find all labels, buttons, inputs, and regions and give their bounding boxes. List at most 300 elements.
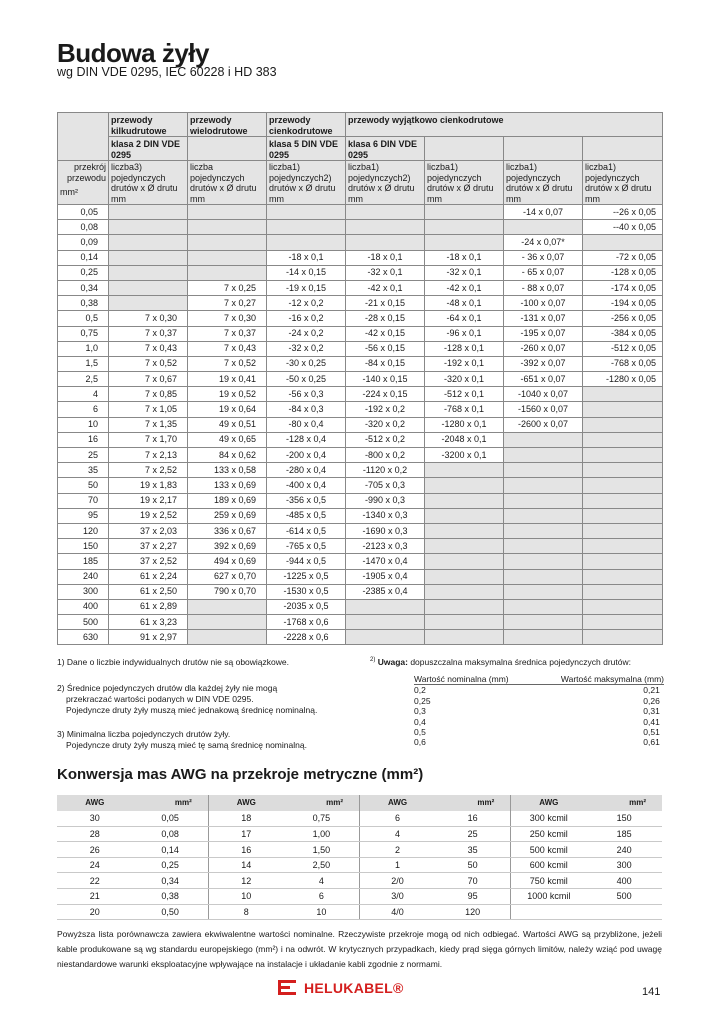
table-row xyxy=(58,372,663,387)
cross-section-cell: 6 xyxy=(58,402,109,417)
wire-cell xyxy=(109,205,188,220)
awg-cell: 26 xyxy=(57,842,133,858)
wire-cell: -2048 x 0,1 xyxy=(425,432,504,447)
cross-section-cell: 150 xyxy=(58,539,109,554)
wire-cell: -280 x 0,4 xyxy=(267,463,346,478)
awg-cell: 1000 kcmil xyxy=(511,889,587,905)
wire-cell xyxy=(346,599,425,614)
page-title: Budowa żyły xyxy=(57,38,209,68)
table-row xyxy=(58,478,663,493)
wire-cell: 7 x 2,52 xyxy=(109,463,188,478)
footnote-2-line-2: przekraczać wartości podanych w DIN VDE 0295. xyxy=(66,694,254,704)
wire-cell: -72 x 0,05 xyxy=(583,250,663,265)
wire-cell xyxy=(583,539,663,554)
wire-cell: 336 x 0,67 xyxy=(188,523,267,538)
corner-unit: mm² xyxy=(60,187,78,197)
wire-cell xyxy=(504,599,583,614)
table-row xyxy=(58,523,663,538)
awg-cell: 21 xyxy=(57,889,133,905)
wire-cell: -84 x 0,3 xyxy=(267,402,346,417)
wire-cell: -320 x 0,2 xyxy=(346,417,425,432)
wire-cell: -192 x 0,2 xyxy=(346,402,425,417)
wire-cell xyxy=(109,296,188,311)
wire-cell: -400 x 0,4 xyxy=(267,478,346,493)
awg-cell: 50 xyxy=(435,857,511,873)
wire-cell: -28 x 0,15 xyxy=(346,311,425,326)
awg-cell: 8 xyxy=(208,904,284,920)
wire-cell xyxy=(425,539,504,554)
wire-cell: 259 x 0,69 xyxy=(188,508,267,523)
cross-section-cell: 400 xyxy=(58,599,109,614)
awg-cell: 1,00 xyxy=(284,826,360,842)
awg-row xyxy=(57,811,662,827)
wire-cell: -260 x 0,07 xyxy=(504,341,583,356)
awg-cell: 95 xyxy=(435,889,511,905)
wire-cell: 61 x 2,24 xyxy=(109,569,188,584)
wire-cell xyxy=(583,432,663,447)
awg-row xyxy=(57,889,662,905)
conductor-structure-table xyxy=(57,112,663,645)
wire-cell: - 36 x 0,07 xyxy=(504,250,583,265)
wire-cell: -195 x 0,07 xyxy=(504,326,583,341)
table-row xyxy=(58,554,663,569)
wire-cell: -80 x 0,4 xyxy=(267,417,346,432)
awg-cell: 18 xyxy=(208,811,284,827)
wire-cell: 37 x 2,27 xyxy=(109,539,188,554)
wire-cell: -2385 x 0,4 xyxy=(346,584,425,599)
wire-cell: -224 x 0,15 xyxy=(346,387,425,402)
wire-cell: -485 x 0,5 xyxy=(267,508,346,523)
awg-row xyxy=(57,904,662,920)
wire-cell xyxy=(425,220,504,235)
wire-cell xyxy=(109,265,188,280)
wire-cell: 61 x 2,89 xyxy=(109,599,188,614)
awg-cell: 120 xyxy=(435,904,511,920)
awg-cell: 0,25 xyxy=(133,857,209,873)
wire-cell: 19 x 0,52 xyxy=(188,387,267,402)
wire-cell: 91 x 2,97 xyxy=(109,630,188,645)
table-row xyxy=(58,326,663,341)
wire-cell xyxy=(504,569,583,584)
wire-cell: 37 x 2,52 xyxy=(109,554,188,569)
group-head-3: przewody wyjątkowo cienkodrutowe xyxy=(346,113,663,137)
wire-cell: -944 x 0,5 xyxy=(267,554,346,569)
wire-cell: 7 x 0,25 xyxy=(188,280,267,295)
awg-cell: 400 xyxy=(586,873,662,889)
awg-cell: 16 xyxy=(435,811,511,827)
wire-cell: -24 x 0,2 xyxy=(267,326,346,341)
footnote-1: 1) Dane o liczbie indywidualnych drutów nie są obowiązkowe. xyxy=(57,657,289,667)
wire-cell: 7 x 1,35 xyxy=(109,417,188,432)
wire-cell: 19 x 2,52 xyxy=(109,508,188,523)
table-row xyxy=(58,584,663,599)
awg-header: mm² xyxy=(586,795,662,811)
wire-cell: -1040 x 0,07 xyxy=(504,387,583,402)
wire-cell xyxy=(425,630,504,645)
cross-section-cell: 300 xyxy=(58,584,109,599)
cross-section-cell: 240 xyxy=(58,569,109,584)
class-head-0: klasa 2 DIN VDE 0295 xyxy=(109,137,188,161)
helukabel-mark-icon xyxy=(278,979,296,997)
table-row xyxy=(58,493,663,508)
table-row xyxy=(58,630,663,645)
class-head-empty-2 xyxy=(583,137,663,161)
awg-cell: 28 xyxy=(57,826,133,842)
wire-cell xyxy=(425,569,504,584)
wire-cell: 19 x 0,64 xyxy=(188,402,267,417)
wire-cell: -174 x 0,05 xyxy=(583,280,663,295)
wire-cell: -16 x 0,2 xyxy=(267,311,346,326)
footnote-3-line-2: Pojedyncze druty żyły muszą mieć tę samą średnicę nominalną. xyxy=(66,740,307,750)
awg-cell: 12 xyxy=(208,873,284,889)
wire-cell: 19 x 0,41 xyxy=(188,372,267,387)
awg-header: AWG xyxy=(511,795,587,811)
wire-cell xyxy=(425,463,504,478)
col-head-0: liczba3) pojedynczych drutów x Ø drutu mm xyxy=(109,161,188,205)
awg-row xyxy=(57,873,662,889)
table-row xyxy=(58,569,663,584)
wire-cell xyxy=(504,615,583,630)
wire-cell xyxy=(346,615,425,630)
wire-cell: -1470 x 0,4 xyxy=(346,554,425,569)
wire-cell xyxy=(109,220,188,235)
wire-cell: -42 x 0,15 xyxy=(346,326,425,341)
wire-cell: 7 x 0,37 xyxy=(109,326,188,341)
footnote-2-line-3: Pojedyncze druty żyły muszą mieć jednakową średnicę nominalną. xyxy=(66,705,318,715)
wire-cell xyxy=(425,554,504,569)
awg-cell: 0,14 xyxy=(133,842,209,858)
cross-section-cell: 0,14 xyxy=(58,250,109,265)
col-head-2: liczba1) pojedynczych2) drutów x Ø drutu mm xyxy=(267,161,346,205)
class-head-1 xyxy=(188,137,267,161)
awg-row xyxy=(57,842,662,858)
max-wire-diameter-table xyxy=(414,674,664,748)
wire-cell xyxy=(109,280,188,295)
wire-cell: 7 x 0,43 xyxy=(109,341,188,356)
wire-cell xyxy=(504,463,583,478)
wire-row xyxy=(414,717,664,727)
wire-cell xyxy=(504,478,583,493)
wire-cell: 627 x 0,70 xyxy=(188,569,267,584)
wire-cell: -128 x 0,4 xyxy=(267,432,346,447)
cross-section-cell: 185 xyxy=(58,554,109,569)
wire-cell: -320 x 0,1 xyxy=(425,372,504,387)
wire-cell xyxy=(583,478,663,493)
wire-cell xyxy=(425,493,504,508)
wire-cell: 84 x 0,62 xyxy=(188,448,267,463)
wire-cell: 133 x 0,69 xyxy=(188,478,267,493)
awg-header: mm² xyxy=(284,795,360,811)
awg-cell: 20 xyxy=(57,904,133,920)
uwaga-number: 2) xyxy=(370,657,376,663)
cross-section-cell: 1,5 xyxy=(58,356,109,371)
cross-section-cell: 0,25 xyxy=(58,265,109,280)
wire-cell: -30 x 0,25 xyxy=(267,356,346,371)
cross-section-cell: 0,09 xyxy=(58,235,109,250)
awg-cell: 0,34 xyxy=(133,873,209,889)
awg-cell: 3/0 xyxy=(360,889,436,905)
wire-cell xyxy=(267,235,346,250)
wire-cell xyxy=(346,205,425,220)
brand-name: HELUKABEL® xyxy=(304,980,404,996)
cross-section-cell: 0,5 xyxy=(58,311,109,326)
col-head-6: liczba1) pojedynczych drutów x Ø drutu mm xyxy=(583,161,663,205)
wire-cell xyxy=(425,523,504,538)
awg-section-title: Konwersja mas AWG na przekroje metryczne (mm²) xyxy=(57,766,424,783)
wire-cell xyxy=(583,508,663,523)
wire-cell: -32 x 0,2 xyxy=(267,341,346,356)
table-row xyxy=(58,235,663,250)
wire-cell: 37 x 2,03 xyxy=(109,523,188,538)
wire-cell: -131 x 0,07 xyxy=(504,311,583,326)
wire-cell: 7 x 0,85 xyxy=(109,387,188,402)
wire-cell: -56 x 0,3 xyxy=(267,387,346,402)
table-row xyxy=(58,341,663,356)
wire-cell xyxy=(583,402,663,417)
wire-cell: -21 x 0,15 xyxy=(346,296,425,311)
wire-cell: -1280 x 0,05 xyxy=(583,372,663,387)
awg-cell: 300 xyxy=(586,857,662,873)
wire-cell: -1560 x 0,07 xyxy=(504,402,583,417)
wire-cell: 7 x 0,30 xyxy=(188,311,267,326)
wire-cell: -14 x 0,15 xyxy=(267,265,346,280)
awg-header: AWG xyxy=(57,795,133,811)
wire-cell xyxy=(188,615,267,630)
wire-cell: -42 x 0,1 xyxy=(346,280,425,295)
wire-value: 0,3 xyxy=(414,706,426,717)
wire-cell xyxy=(583,448,663,463)
group-head-2: przewody cienkodrutowe xyxy=(267,113,346,137)
awg-cell: 250 kcmil xyxy=(511,826,587,842)
wire-cell xyxy=(583,417,663,432)
wire-row xyxy=(414,696,664,706)
wire-cell: 61 x 2,50 xyxy=(109,584,188,599)
wire-cell: 7 x 0,37 xyxy=(188,326,267,341)
corner-cell xyxy=(58,113,109,161)
wire-cell: -32 x 0,1 xyxy=(425,265,504,280)
table-row xyxy=(58,296,663,311)
wire-cell: -1280 x 0,1 xyxy=(425,417,504,432)
wire-cell: -42 x 0,1 xyxy=(425,280,504,295)
cross-section-cell: 16 xyxy=(58,432,109,447)
wire-cell xyxy=(346,220,425,235)
wire-cell: -1225 x 0,5 xyxy=(267,569,346,584)
table-row xyxy=(58,599,663,614)
awg-cell: 0,50 xyxy=(133,904,209,920)
table-row xyxy=(58,220,663,235)
table-row xyxy=(58,463,663,478)
wire-cell: 49 x 0,65 xyxy=(188,432,267,447)
wire-cell: -800 x 0,2 xyxy=(346,448,425,463)
table-row xyxy=(58,402,663,417)
wire-cell: 19 x 2,17 xyxy=(109,493,188,508)
corner-label xyxy=(58,161,109,205)
wire-value: 0,61 xyxy=(643,737,660,748)
wire-cell: -2035 x 0,5 xyxy=(267,599,346,614)
table-row xyxy=(58,265,663,280)
wire-cell xyxy=(188,630,267,645)
table-row xyxy=(58,508,663,523)
wire-row xyxy=(414,685,664,696)
wire-cell: -56 x 0,15 xyxy=(346,341,425,356)
wire-cell: -256 x 0,05 xyxy=(583,311,663,326)
awg-cell: 24 xyxy=(57,857,133,873)
wire-cell xyxy=(504,432,583,447)
wire-cell: -990 x 0,3 xyxy=(346,493,425,508)
uwaga-label: Uwaga: xyxy=(377,657,408,667)
wire-value: 0,4 xyxy=(414,716,426,727)
cross-section-cell: 1,0 xyxy=(58,341,109,356)
wire-cell: -2228 x 0,6 xyxy=(267,630,346,645)
class-head-empty-1 xyxy=(504,137,583,161)
wire-cell: 189 x 0,69 xyxy=(188,493,267,508)
wire-cell: 7 x 1,70 xyxy=(109,432,188,447)
awg-cell: 150 xyxy=(586,811,662,827)
awg-cell: 1 xyxy=(360,857,436,873)
awg-row xyxy=(57,857,662,873)
wire-cell: -12 x 0,2 xyxy=(267,296,346,311)
table-row xyxy=(58,205,663,220)
wire-cell: 494 x 0,69 xyxy=(188,554,267,569)
awg-cell: 0,08 xyxy=(133,826,209,842)
wire-head-nominal: Wartość nominalna (mm) xyxy=(414,674,511,685)
group-head-0: przewody kilkudrutowe xyxy=(109,113,188,137)
awg-cell: 750 kcmil xyxy=(511,873,587,889)
awg-cell: 4 xyxy=(360,826,436,842)
table-row xyxy=(58,432,663,447)
cross-section-cell: 0,38 xyxy=(58,296,109,311)
wire-row xyxy=(414,737,664,747)
wire-cell xyxy=(504,523,583,538)
col-head-1: liczba pojedynczych drutów x Ø drutu mm xyxy=(188,161,267,205)
wire-cell: -1340 x 0,3 xyxy=(346,508,425,523)
wire-value: 0,51 xyxy=(643,727,660,738)
wire-cell: -200 x 0,4 xyxy=(267,448,346,463)
wire-value: 0,6 xyxy=(414,737,426,748)
wire-cell xyxy=(583,493,663,508)
awg-cell: 22 xyxy=(57,873,133,889)
wire-cell: 7 x 2,13 xyxy=(109,448,188,463)
wire-cell: -1530 x 0,5 xyxy=(267,584,346,599)
wire-cell xyxy=(425,508,504,523)
wire-cell xyxy=(425,235,504,250)
wire-cell: -84 x 0,15 xyxy=(346,356,425,371)
col-head-5: liczba1) pojedynczych drutów x Ø drutu mm xyxy=(504,161,583,205)
wire-cell: 19 x 1,83 xyxy=(109,478,188,493)
wire-cell: 7 x 0,52 xyxy=(109,356,188,371)
wire-cell xyxy=(504,554,583,569)
wire-cell xyxy=(583,235,663,250)
awg-header: AWG xyxy=(360,795,436,811)
wire-cell: -32 x 0,1 xyxy=(346,265,425,280)
group-head-1: przewody wielodrutowe xyxy=(188,113,267,137)
wire-cell: -512 x 0,1 xyxy=(425,387,504,402)
wire-cell xyxy=(583,630,663,645)
wire-cell: -1768 x 0,6 xyxy=(267,615,346,630)
wire-cell: -96 x 0,1 xyxy=(425,326,504,341)
awg-cell: 14 xyxy=(208,857,284,873)
wire-value: 0,26 xyxy=(643,695,660,706)
awg-cell: 10 xyxy=(208,889,284,905)
cross-section-cell: 0,75 xyxy=(58,326,109,341)
awg-header: AWG xyxy=(208,795,284,811)
corner-label-text: przekrój przewodu xyxy=(66,162,106,183)
wire-value: 0,31 xyxy=(643,706,660,717)
wire-cell: 7 x 0,52 xyxy=(188,356,267,371)
awg-cell: 0,75 xyxy=(284,811,360,827)
class-head-3: klasa 6 DIN VDE 0295 xyxy=(346,137,425,161)
awg-cell: 0,38 xyxy=(133,889,209,905)
col-head-4: liczba1) pojedynczych drutów x Ø drutu mm xyxy=(425,161,504,205)
awg-cell xyxy=(511,904,587,920)
wire-cell xyxy=(583,463,663,478)
table-row xyxy=(58,448,663,463)
cross-section-cell: 10 xyxy=(58,417,109,432)
wire-cell: -512 x 0,2 xyxy=(346,432,425,447)
awg-cell: 2/0 xyxy=(360,873,436,889)
wire-cell: -192 x 0,1 xyxy=(425,356,504,371)
cross-section-cell: 0,34 xyxy=(58,280,109,295)
awg-cell: 10 xyxy=(284,904,360,920)
wire-value: 0,2 xyxy=(414,685,426,696)
awg-cell: 185 xyxy=(586,826,662,842)
table-row xyxy=(58,417,663,432)
wire-cell xyxy=(583,599,663,614)
awg-header: mm² xyxy=(435,795,511,811)
awg-cell: 6 xyxy=(360,811,436,827)
awg-cell: 30 xyxy=(57,811,133,827)
wire-cell: --40 x 0,05 xyxy=(583,220,663,235)
table-row xyxy=(58,539,663,554)
wire-value: 0,5 xyxy=(414,727,426,738)
wire-cell xyxy=(504,508,583,523)
table-row xyxy=(58,311,663,326)
awg-cell: 600 kcmil xyxy=(511,857,587,873)
wire-cell xyxy=(267,205,346,220)
wire-cell xyxy=(267,220,346,235)
table-row xyxy=(58,250,663,265)
wire-cell: 790 x 0,70 xyxy=(188,584,267,599)
wire-cell xyxy=(425,615,504,630)
wire-value: 0,41 xyxy=(643,716,660,727)
wire-cell: -64 x 0,1 xyxy=(425,311,504,326)
awg-conversion-table xyxy=(57,795,662,920)
page-subtitle: wg DIN VDE 0295, IEC 60228 i HD 383 xyxy=(57,65,277,79)
wire-cell: 7 x 0,67 xyxy=(109,372,188,387)
wire-cell xyxy=(425,599,504,614)
wire-cell: -705 x 0,3 xyxy=(346,478,425,493)
wire-cell xyxy=(346,630,425,645)
wire-cell: -768 x 0,05 xyxy=(583,356,663,371)
wire-cell xyxy=(504,220,583,235)
cross-section-cell: 120 xyxy=(58,523,109,538)
awg-cell: 2,50 xyxy=(284,857,360,873)
awg-cell: 6 xyxy=(284,889,360,905)
wire-cell: -18 x 0,1 xyxy=(267,250,346,265)
uwaga-text: dopuszczalna maksymalna średnica pojedynczych drutów: xyxy=(410,657,631,667)
wire-cell: -768 x 0,1 xyxy=(425,402,504,417)
footnote-3-line-1: 3) Minimalna liczba pojedynczych drutów żyły. xyxy=(57,729,231,739)
page-number: 141 xyxy=(642,986,661,998)
helukabel-logo xyxy=(278,979,404,997)
cross-section-cell: 0,08 xyxy=(58,220,109,235)
wire-cell: -18 x 0,1 xyxy=(425,250,504,265)
wire-cell: -140 x 0,15 xyxy=(346,372,425,387)
cross-section-cell: 95 xyxy=(58,508,109,523)
wire-cell: -2123 x 0,3 xyxy=(346,539,425,554)
wire-cell: - 88 x 0,07 xyxy=(504,280,583,295)
wire-cell xyxy=(425,584,504,599)
